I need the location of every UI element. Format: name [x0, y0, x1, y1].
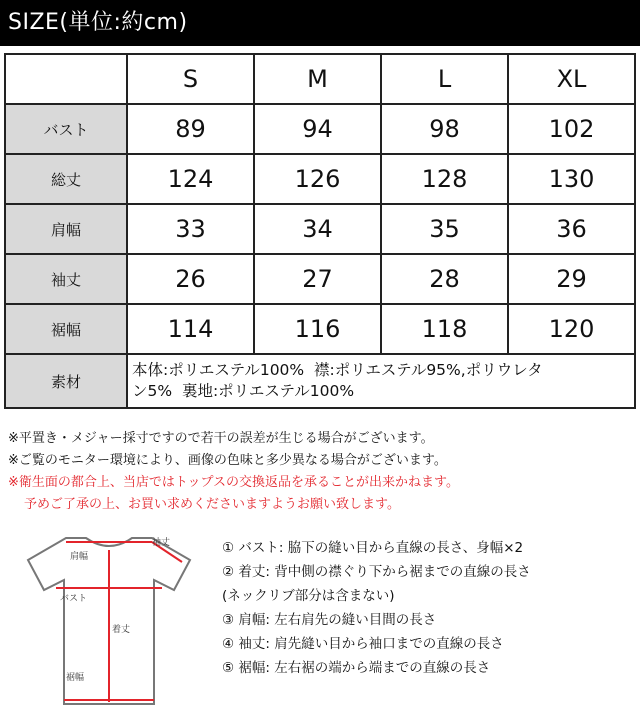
table-cell: 36 [508, 204, 635, 254]
size-table [4, 53, 636, 409]
diagram-label-sleeve: 袖丈 [152, 538, 171, 548]
table-row [5, 104, 635, 154]
size-header-row [5, 54, 635, 104]
legend-item: ④ 袖丈: 肩先縫い目から袖口までの直線の長さ [222, 636, 504, 652]
diagram-label-length: 着丈 [112, 625, 131, 635]
corner-cell [5, 54, 127, 104]
material-row [5, 354, 635, 408]
size-header-xl: XL [508, 54, 635, 104]
table-cell: 124 [127, 154, 254, 204]
diagram-label-hem: 裾幅 [66, 673, 85, 683]
garment-diagram [14, 528, 204, 714]
table-cell: 130 [508, 154, 635, 204]
table-cell: 94 [254, 104, 381, 154]
row-label-bust: バスト [5, 104, 127, 154]
size-header-l: L [381, 54, 508, 104]
measurement-legend [222, 536, 636, 680]
table-cell: 35 [381, 204, 508, 254]
table-row [5, 304, 635, 354]
legend-item: ① バスト: 脇下の縫い目から直線の長さ、身幅×2 [222, 540, 524, 556]
table-cell: 89 [127, 104, 254, 154]
note-monitor: ※ご覧のモニター環境により、画像の色味と多少異なる場合がございます。 [8, 453, 447, 468]
size-title: SIZE(単位:約cm) [8, 10, 188, 35]
material-line-1: 本体:ポリエステル100% 襟:ポリエステル95%,ポリウレタ [132, 361, 543, 379]
table-cell: 102 [508, 104, 635, 154]
legend-item: ③ 肩幅: 左右肩先の縫い目間の長さ [222, 612, 437, 628]
table-row [5, 254, 635, 304]
row-label-material: 素材 [5, 354, 127, 408]
row-label-shoulder: 肩幅 [5, 204, 127, 254]
row-label-hem: 裾幅 [5, 304, 127, 354]
table-cell: 120 [508, 304, 635, 354]
material-cell [127, 354, 635, 408]
table-cell: 28 [381, 254, 508, 304]
diagram-label-shoulder: 肩幅 [70, 552, 89, 562]
size-header-m: M [254, 54, 381, 104]
legend-item: (ネックリブ部分は含まない) [222, 588, 395, 604]
table-cell: 126 [254, 154, 381, 204]
warning-line-1: ※衛生面の都合上、当店ではトップスの交換返品を承ることが出来かねます。 [8, 475, 459, 490]
table-cell: 26 [127, 254, 254, 304]
warning-line-2: 予めご了承の上、お買い求めくださいますようお願い致します。 [24, 497, 400, 512]
table-row [5, 154, 635, 204]
row-label-sleeve: 袖丈 [5, 254, 127, 304]
table-cell: 34 [254, 204, 381, 254]
table-cell: 27 [254, 254, 381, 304]
table-cell: 98 [381, 104, 508, 154]
table-row [5, 204, 635, 254]
size-header-s: S [127, 54, 254, 104]
table-cell: 116 [254, 304, 381, 354]
legend-item: ⑤ 裾幅: 左右裾の端から端までの直線の長さ [222, 660, 491, 676]
diagram-label-bust: バスト [60, 594, 88, 604]
table-cell: 128 [381, 154, 508, 204]
material-line-2: ン5% 裏地:ポリエステル100% [132, 382, 355, 400]
note-measurement: ※平置き・メジャー採寸ですので若干の誤差が生じる場合がございます。 [8, 431, 434, 446]
table-cell: 29 [508, 254, 635, 304]
table-cell: 33 [127, 204, 254, 254]
notes [8, 428, 636, 516]
table-cell: 118 [381, 304, 508, 354]
table-cell: 114 [127, 304, 254, 354]
row-label-length: 総丈 [5, 154, 127, 204]
size-title-bar [0, 0, 640, 46]
legend-item: ② 着丈: 背中側の襟ぐり下から裾までの直線の長さ [222, 564, 531, 580]
